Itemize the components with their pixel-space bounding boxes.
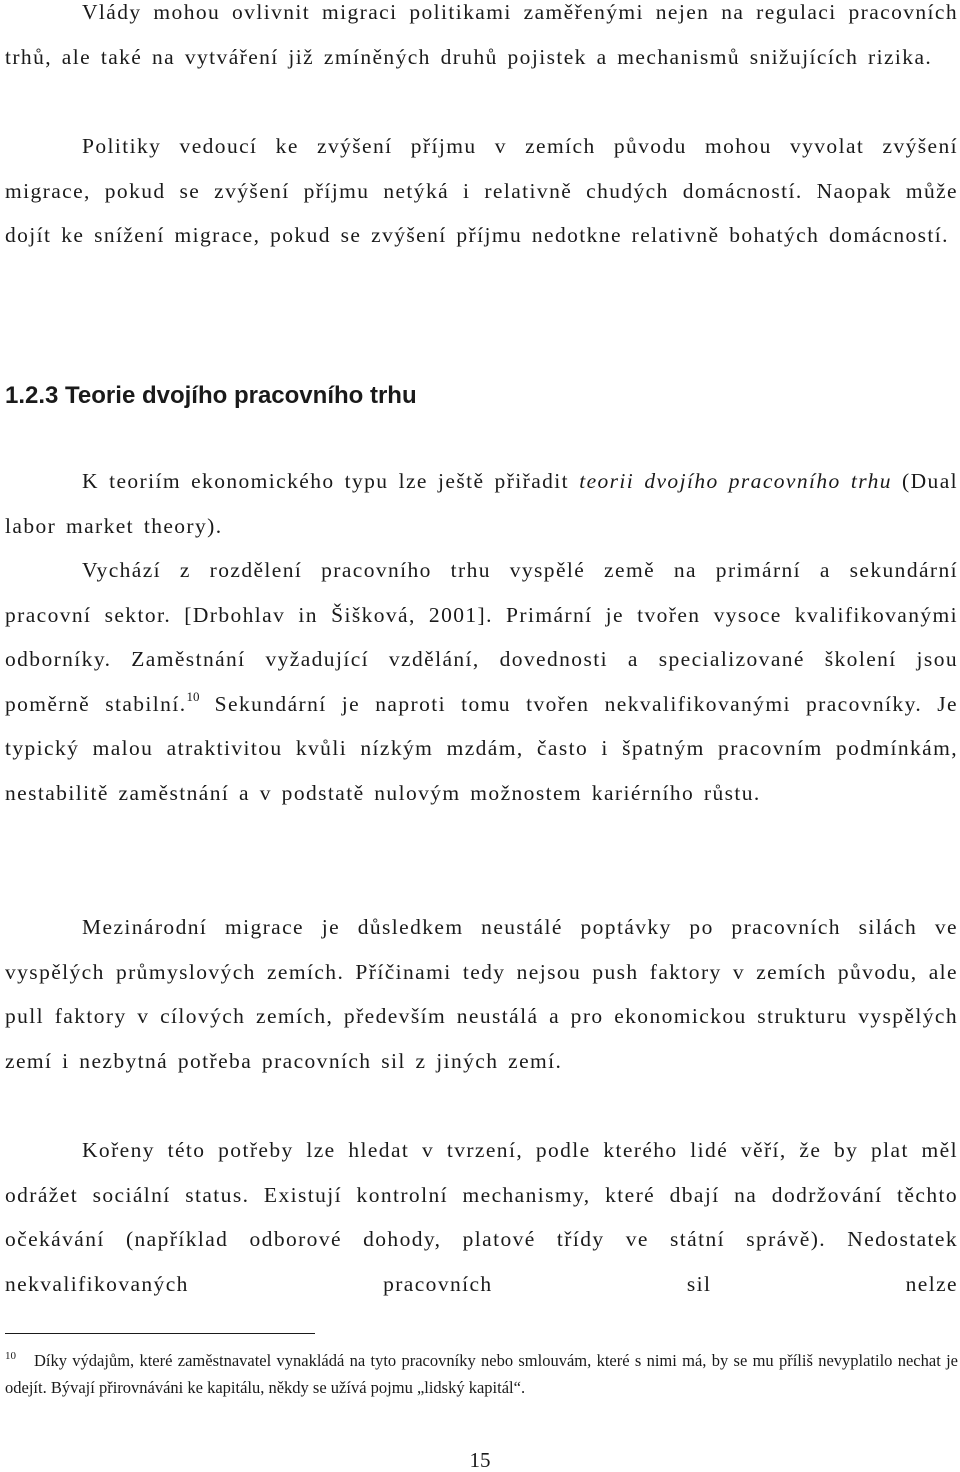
paragraph-international-migration: Mezinárodní migrace je důsledkem neustálé poptávky po pracovních silách ve vyspělých průmyslových zemích. Příčinami tedy nejsou push faktory v zemích původu, ale pull faktory v cílových zemích, především neustálá a pro ekonomickou strukturu vyspělých zemí i nezbytná potřeba pracovních sil z jiných zemí. (5, 915, 958, 1073)
paragraph-government-policies: Vlády mohou ovlivnit migraci politikami zaměřenými nejen na regulaci pracovních trhů, ale také na vytváření již zmíněných druhů pojistek a mechanismů snižujících rizika. (5, 0, 958, 69)
footnote-number: 10 (5, 1350, 16, 1362)
footnote-text: Díky výdajům, které zaměstnavatel vynakládá na tyto pracovníky nebo smlouvám, které s nimi má, by se mu příliš nevyplatilo nechat je odejít. Bývají přirovnáváni ke kapitálu, někdy se užívá pojmu „lidský kapitál“. (5, 1351, 958, 1397)
paragraph-roots-of-demand: Kořeny této potřeby lze hledat v tvrzení, podle kterého lidé věří, že by plat měl odrážet sociální status. Existují kontrolní mechanismy, které dbají na dodržování těchto očekávání (například odborové dohody, platové třídy ve státní správě). Nedostatek nekvalifikovaných pracovních sil nelze (5, 1138, 958, 1296)
text-run: K teoriím ekonomického typu lze ještě přiřadit (82, 469, 580, 493)
paragraph-income-policies: Politiky vedoucí ke zvýšení příjmu v zemích původu mohou vyvolat zvýšení migrace, pokud se zvýšení příjmu netýká i relativně chudých domácností. Naopak může dojít ke snížení migrace, pokud se zvýšení příjmu nedotkne relativně bohatých domácností. (5, 134, 958, 248)
paragraph-dual-labor-intro (5, 459, 958, 548)
section-heading: 1.2.3 Teorie dvojího pracovního trhu (5, 382, 417, 409)
footnote-reference[interactable]: 10 (186, 688, 200, 704)
text-run: Sekundární je naproti tomu tvořen nekvalifikovanými pracovníky. Je typický malou atraktivitou kvůli nízkým mzdám, často i špatným pracovním podmínkám, nestabilitě zaměstnání a v podstatě nulovým možnostem kariérního růstu. (5, 691, 958, 805)
page-number: 15 (469, 1448, 491, 1472)
text-run: (Dual labor market theory). (5, 469, 959, 538)
footnote (5, 1347, 958, 1401)
footnote-separator (5, 1333, 315, 1334)
text-run: Vychází z rozdělení pracovního trhu vyspělé země na primární a sekundární pracovní sektor. [Drbohlav in Šišková, 2001]. Primární je tvořen vysoce kvalifikovanými odborníky. Zaměstnání vyžadující vzdělání, dovednosti a specializované školení jsou poměrně stabilní. (5, 558, 958, 716)
italic-term: teorii dvojího pracovního trhu (579, 469, 892, 493)
paragraph-primary-secondary-sector (5, 548, 958, 816)
